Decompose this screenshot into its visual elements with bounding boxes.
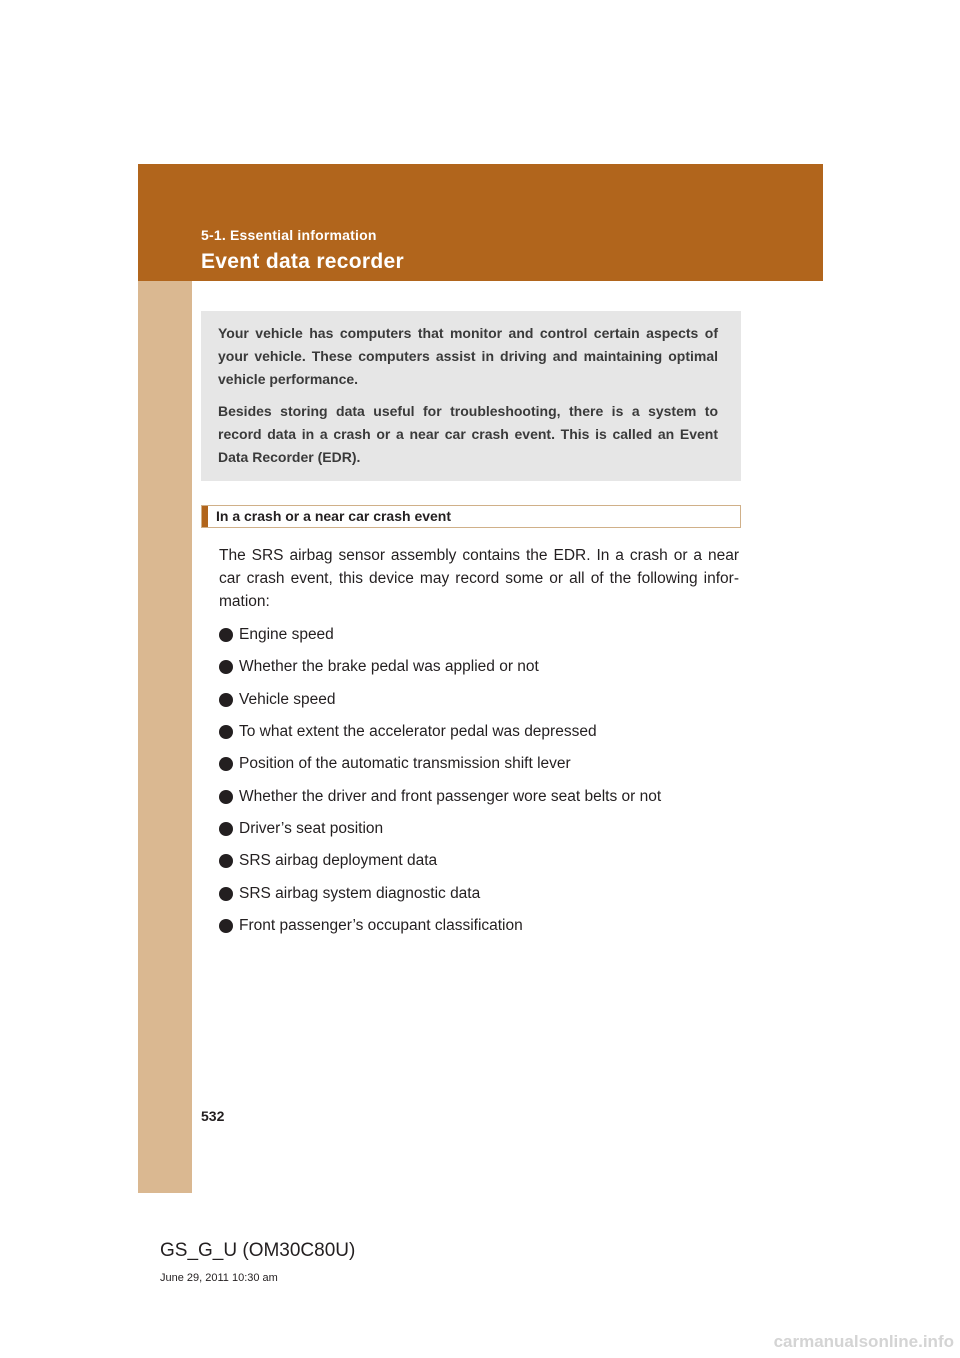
list-item-text: Front passenger’s occupant classification <box>239 916 523 934</box>
sidebar-band <box>138 281 192 1193</box>
list-item <box>219 651 739 683</box>
list-item <box>219 845 739 877</box>
intro-box <box>201 311 741 481</box>
bullet-dot-icon <box>219 693 233 707</box>
list-item-text: To what extent the accelerator pedal was depressed <box>239 723 597 741</box>
list-item <box>219 716 739 748</box>
intro-paragraph-2: Besides storing data useful for troubleshooting, there is a system to record data in a crash or a near car crash event. This is called an Event Data Recorder (EDR). <box>218 403 718 465</box>
list-item <box>219 619 739 651</box>
bullet-dot-icon <box>219 725 233 739</box>
document-date: June 29, 2011 10:30 am <box>160 1272 278 1284</box>
chapter-header <box>138 164 823 281</box>
body-paragraph: The SRS airbag sensor assembly contains the EDR. In a crash or a near car crash event, this device may record some or all of the following infor-mation: <box>219 547 739 610</box>
watermark: carmanualsonline.info <box>773 1332 954 1351</box>
page-title: Event data recorder <box>201 250 404 273</box>
bullet-dot-icon <box>219 790 233 804</box>
bullet-dot-icon <box>219 660 233 674</box>
bullet-dot-icon <box>219 757 233 771</box>
subsection-heading-text: In a crash or a near car crash event <box>216 508 452 524</box>
list-item-text: Engine speed <box>239 626 334 644</box>
document-code: GS_G_U (OM30C80U) <box>160 1240 356 1261</box>
list-item <box>219 780 739 812</box>
section-label: 5-1. Essential information <box>201 227 377 243</box>
heading-accent-bar <box>202 506 208 527</box>
bullet-dot-icon <box>219 919 233 933</box>
bullet-dot-icon <box>219 854 233 868</box>
list-item <box>219 877 739 909</box>
list-item <box>219 748 739 780</box>
list-item-text: SRS airbag system diagnostic data <box>239 884 481 902</box>
list-item <box>219 813 739 845</box>
list-item-text: Whether the brake pedal was applied or not <box>239 658 539 676</box>
recorded-data-list <box>219 619 739 942</box>
list-item-text: SRS airbag deployment data <box>239 852 438 870</box>
page-number: 532 <box>201 1108 225 1124</box>
bullet-dot-icon <box>219 887 233 901</box>
intro-paragraph-1: Your vehicle has computers that monitor and control certain aspects of your vehicle. These computers assist in driving and maintaining optimal vehicle performance. <box>218 325 718 387</box>
subsection-heading <box>201 505 741 528</box>
list-item <box>219 910 739 942</box>
bullet-dot-icon <box>219 628 233 642</box>
bullet-dot-icon <box>219 822 233 836</box>
list-item-text: Driver’s seat position <box>239 819 384 837</box>
list-item-text: Whether the driver and front passenger wore seat belts or not <box>239 787 662 805</box>
list-item-text: Vehicle speed <box>239 690 336 708</box>
list-item <box>219 684 739 716</box>
list-item-text: Position of the automatic transmission shift lever <box>239 755 571 773</box>
